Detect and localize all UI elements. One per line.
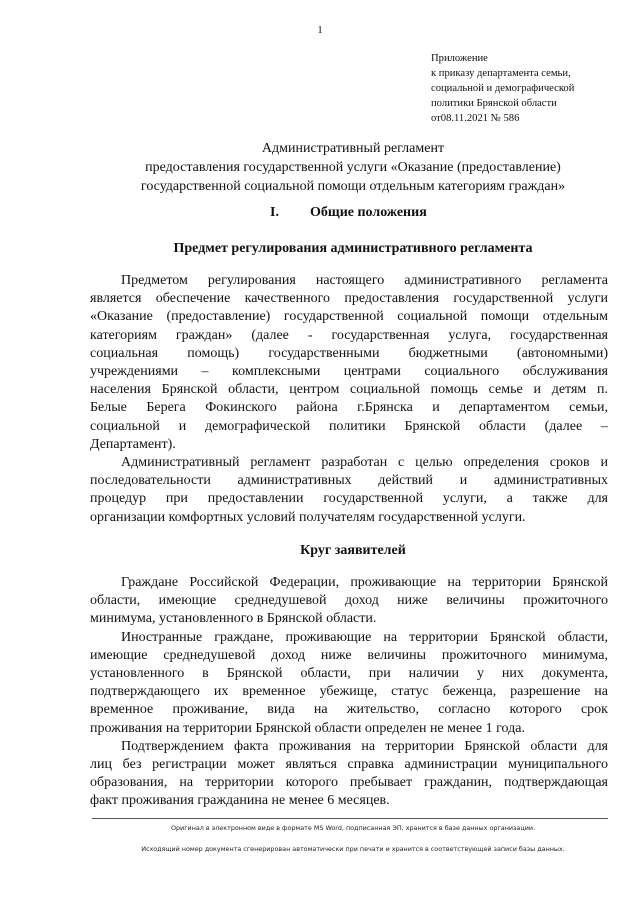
paragraph-subject	[90, 272, 608, 527]
text-line: последовательности административных действий и административных	[90, 473, 608, 489]
title-line: государственной социальной помощи отдельным категориям граждан»	[140, 179, 566, 194]
text-line: Административный регламент разработан с целью определения сроков и	[121, 455, 608, 471]
text-line: установленного в Брянской области, при наличии у них документа,	[90, 666, 608, 682]
appendix-line: Приложение	[431, 53, 488, 64]
subsection-heading-applicants: Круг заявителей	[300, 543, 406, 558]
appendix-line: от08.11.2021 № 586	[431, 113, 520, 124]
text-line: Подтверждением факта проживания на территории Брянской области для	[121, 738, 608, 754]
appendix-line: к приказу департамента семьи,	[431, 68, 571, 79]
text-line: Белые Берега Фокинского района г.Брянска и департаментом семьи,	[90, 400, 608, 416]
text-line: факт проживания гражданина не менее 6 месяцев.	[90, 793, 390, 809]
text-line: подтверждающего их временное убежище, статус беженца, разрешение на	[90, 684, 608, 700]
text-line: временное проживание, вида на жительство, согласно которого срок	[90, 702, 608, 718]
text-line: социальная помощь) государственными бюджетными (автономными)	[90, 345, 608, 361]
text-line: процедур при предоставлении государственной услуги, а также для	[90, 491, 608, 507]
section-heading	[270, 205, 427, 221]
text-line: Предметом регулирования настоящего административного регламента	[121, 273, 608, 288]
footer-divider	[92, 818, 608, 819]
appendix-line: политики Брянской области	[431, 98, 557, 109]
footer-note-outgoing-number: Исходящий номер документа сгенерирован автоматически при печати и хранится в соответствующей записи базы данных.	[141, 845, 565, 853]
section-title: Общие положения	[310, 205, 427, 220]
page-number: 1	[317, 24, 323, 36]
text-line: области, имеющие среднедушевой доход ниже величины прожиточного	[90, 593, 608, 609]
text-line: Иностранные граждане, проживающие на территории Брянской области,	[121, 629, 608, 645]
footer-note-original: Оригинал в электронном виде в формате MS Word, подписанная ЭП, хранится в базе данных организации.	[170, 824, 536, 832]
paragraph-applicants	[90, 574, 608, 811]
text-line: организации комфортных условий получателям государственной услуги.	[90, 509, 526, 525]
section-number: I.	[270, 205, 279, 220]
text-line: учреждениями – комплексными центрами социального обслуживания	[90, 364, 608, 380]
text-line: категориям граждан» (далее - государственная услуга, государственная	[90, 327, 608, 343]
text-line: лиц без регистрации может являться справка администрации муниципального	[90, 757, 608, 773]
text-line: Департамент).	[90, 436, 176, 452]
text-line: минимума, установленного в Брянской области.	[90, 611, 377, 627]
appendix-line: социальной и демографической	[431, 83, 575, 94]
text-line: Граждане Российской Федерации, проживающие на территории Брянской	[121, 575, 608, 590]
text-line: проживания на территории Брянской области определен не менее 1 года.	[90, 720, 525, 736]
text-line: населения Брянской области, центром социальной помощь семье и детям п.	[90, 382, 608, 398]
title-line: Административный регламент	[261, 141, 445, 156]
text-line: является обеспечение качественного предоставления государственной услуги	[90, 291, 608, 307]
subsection-heading-subject: Предмет регулирования административного регламента	[173, 241, 533, 256]
appendix-block	[431, 51, 621, 126]
text-line: имеющие среднедушевой доход ниже величины прожиточного минимума,	[90, 647, 608, 663]
text-line: «Оказание (предоставление) государственной социальной помощи отдельным	[90, 309, 608, 325]
document-title	[100, 139, 606, 196]
text-line: социальной и демографической политики Брянской области (далее –	[90, 418, 608, 434]
text-line: образования, на территории которого пребывает гражданин, подтверждающая	[90, 775, 608, 791]
title-line: предоставления государственной услуги «Оказание (предоставление)	[145, 160, 561, 175]
